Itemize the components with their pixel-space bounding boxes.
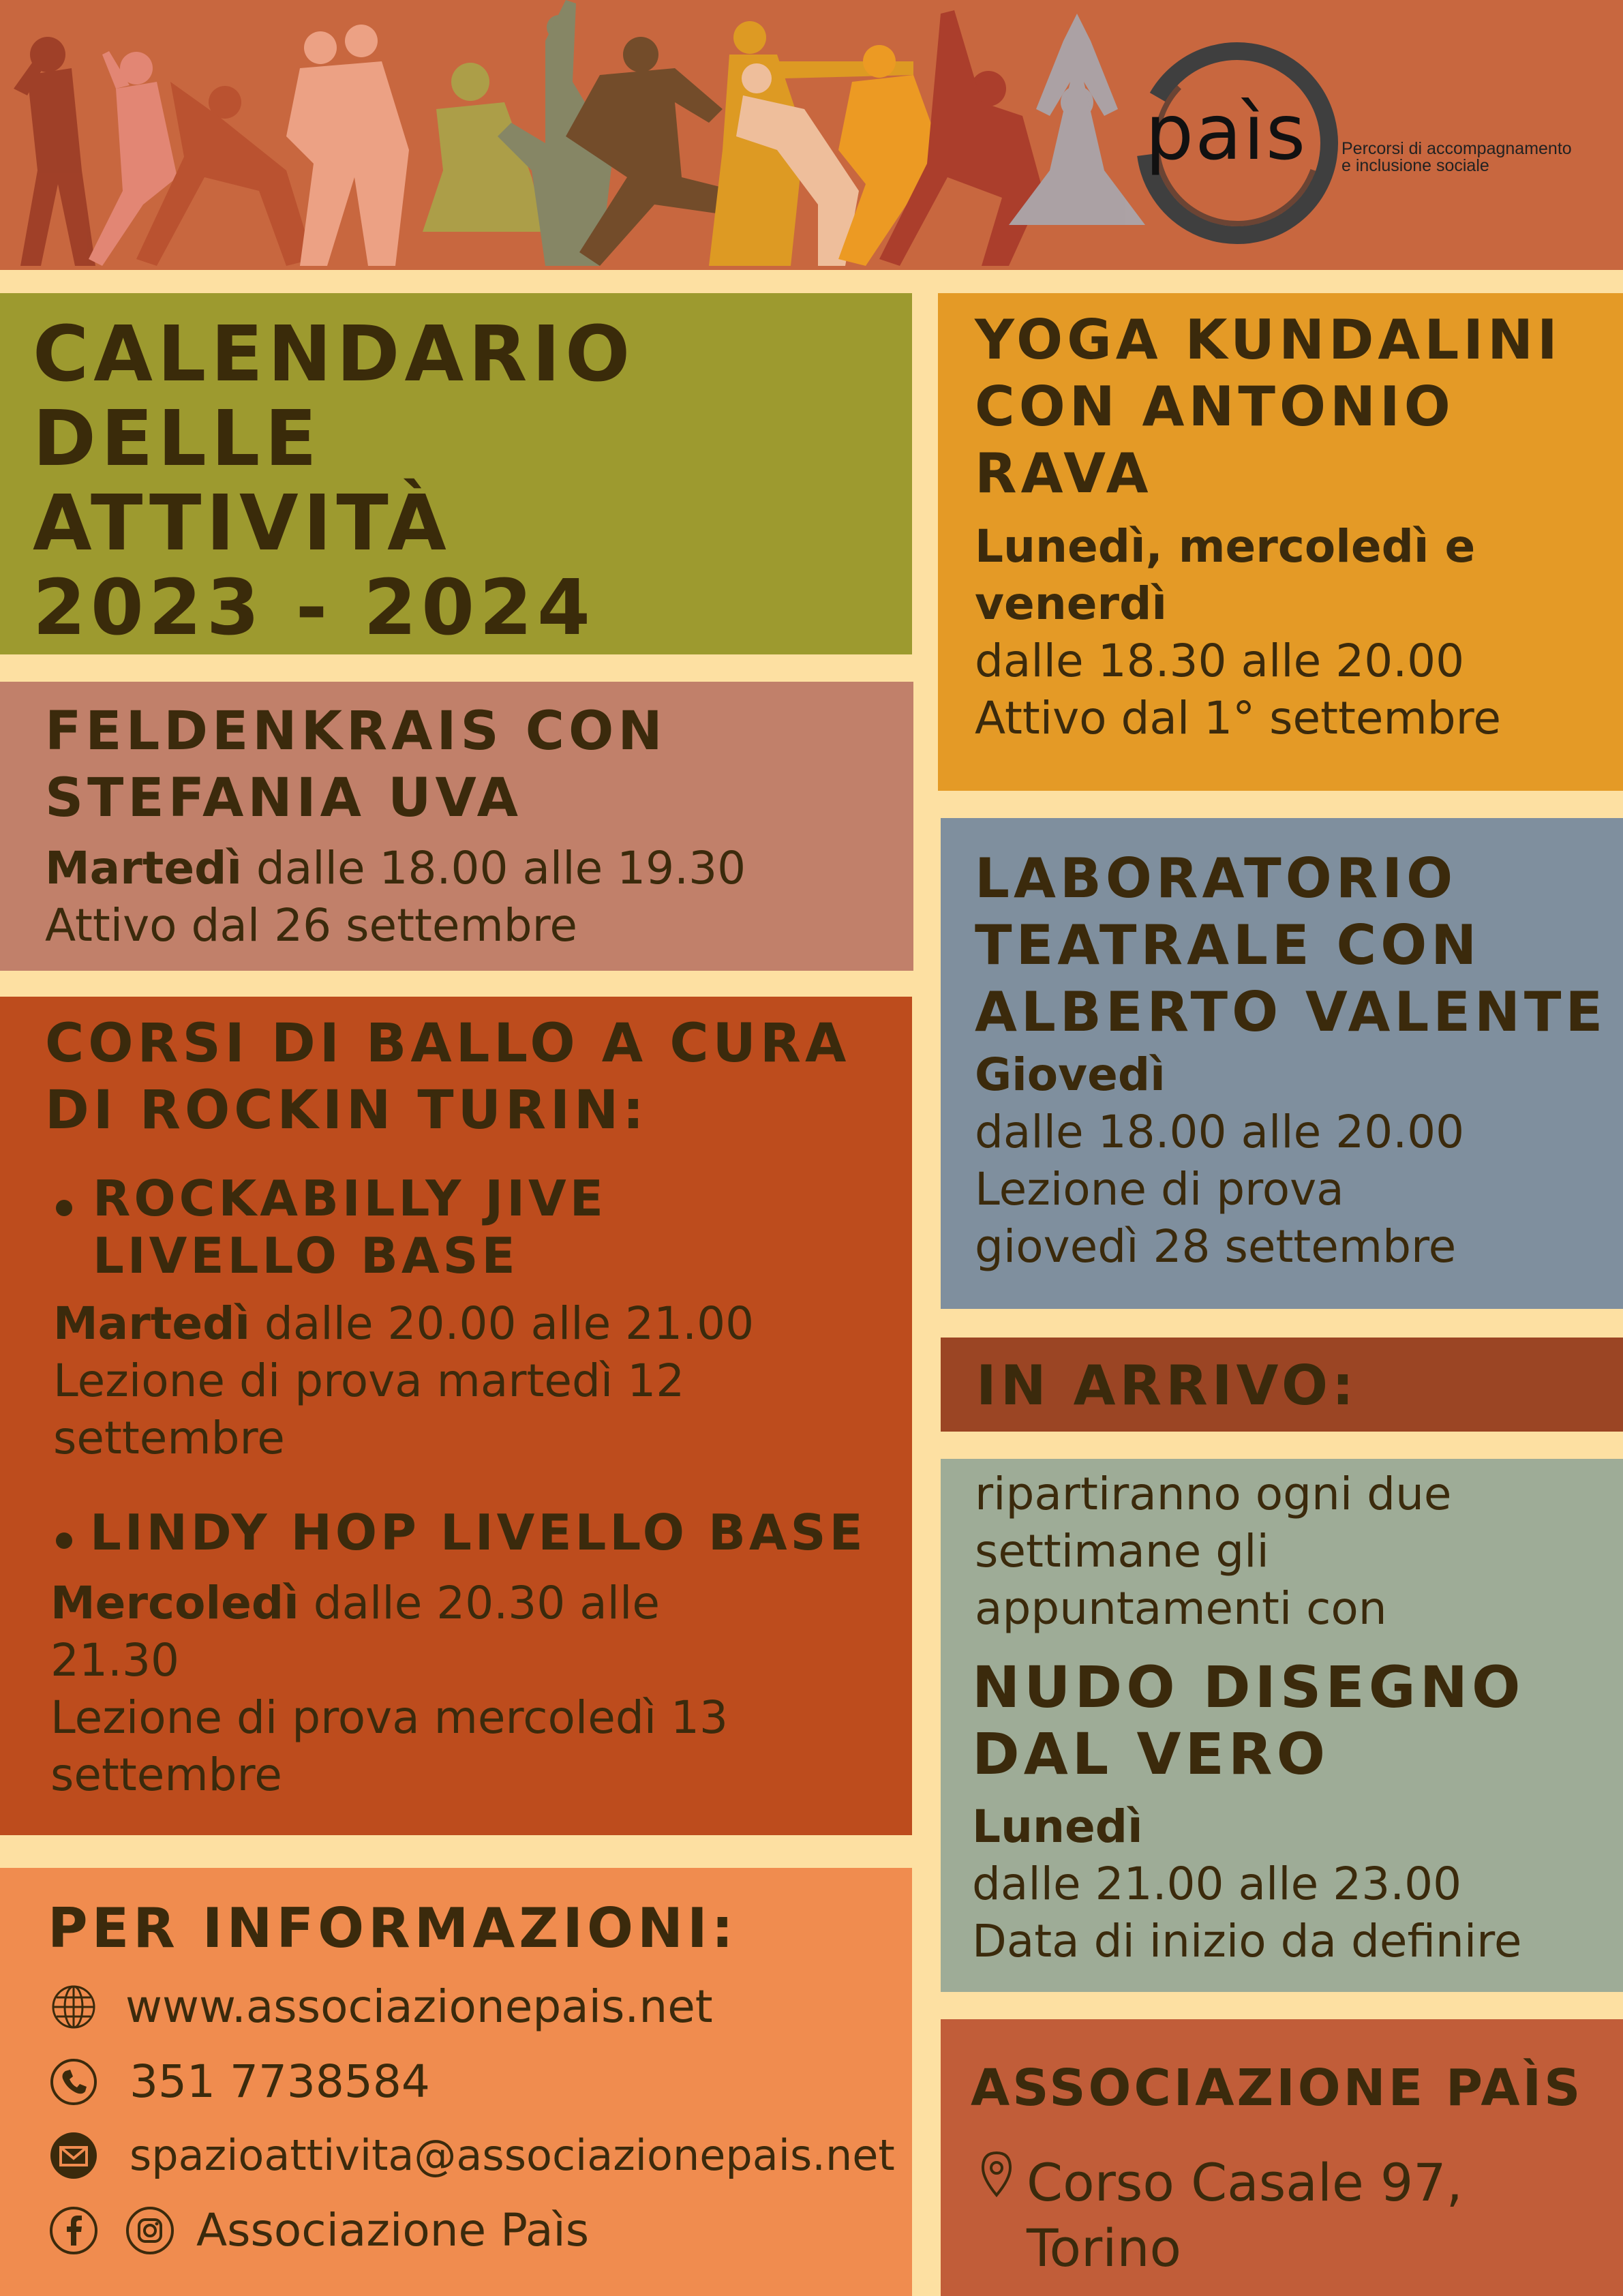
card-title-line: YOGA KUNDALINI [975,308,1562,372]
trial-line: Lezione di prova martedì 12 [53,1355,685,1407]
card-title-line: CORSI DI BALLO A CURA [45,1013,851,1074]
schedule-day: Martedì [45,842,242,894]
page-title-line: 2023 - 2024 [33,564,595,652]
schedule-line [53,1295,754,1353]
schedule-day: venerdì [975,577,1167,630]
feldenkrais-schedule [45,840,746,954]
course-name-line: ROCKABILLY JIVE [93,1170,607,1227]
page-title-line: CALENDARIO [33,310,635,399]
globe-icon [48,1981,100,2033]
dance-courses-card [0,997,912,1835]
schedule-line [45,840,746,897]
schedule-time: dalle 20.30 alle [299,1577,660,1629]
schedule-day: Giovedì [975,1048,1166,1101]
coming-soon-header [941,1338,1623,1432]
logo-tagline-line: e inclusione sociale [1341,156,1489,175]
coming-soon-intro [975,1466,1452,1637]
card-title-line: LABORATORIO [975,847,1457,910]
schedule-day: Martedì [53,1297,250,1350]
dancer-silhouette [286,25,409,266]
bullet-dot [56,1200,72,1216]
schedule-time: dalle 18.00 alle 19.30 [241,842,746,894]
email-link[interactable]: spazioattivita@associazionepais.net [130,2130,895,2180]
website-row[interactable] [48,1978,713,2036]
facebook-icon[interactable] [48,2205,100,2256]
dancer-silhouette [838,45,941,266]
course-name-lindy-hop [90,1504,866,1561]
social-handle[interactable]: Associazione Paìs [196,2204,590,2256]
website-link[interactable]: www.associazionepais.net [125,1980,713,2033]
schedule-time: dalle 18.30 alle 20.00 [975,635,1465,687]
calendar-title-block [0,293,912,654]
course-name-rockabilly [93,1170,607,1284]
trial-line: giovedì 28 settembre [975,1220,1457,1273]
theatre-lab-title [975,845,1607,1046]
intro-line: ripartiranno ogni due [975,1468,1452,1520]
card-title-line: DI ROCKIN TURIN: [45,1080,648,1141]
phone-icon [48,2056,100,2108]
card-title-line: TEATRALE CON [975,913,1481,977]
address-line: Torino [1027,2218,1182,2278]
yoga-schedule [975,518,1501,747]
email-row[interactable] [48,2127,895,2184]
logo-wordmark: paìs [1145,89,1307,177]
theatre-lab-schedule [975,1046,1464,1275]
logo-tagline-line: Percorsi di accompagnamento [1341,139,1572,158]
dance-courses-title [45,1010,850,1144]
intro-line: appuntamenti con [975,1582,1387,1635]
trial-line: Lezione di prova mercoledì 13 [50,1691,729,1744]
start-date: Attivo dal 1° settembre [975,692,1501,744]
card-title-line: NUDO DISEGNO [972,1654,1525,1721]
schedule-time: dalle 18.00 alle 20.00 [975,1106,1465,1158]
association-address-card [941,2019,1623,2296]
life-drawing-schedule [972,1798,1521,1970]
course-schedule-rockabilly [53,1295,754,1467]
intro-line: settimane gli [975,1525,1269,1577]
start-date: Data di inizio da definire [972,1915,1522,1967]
page-title-line: ATTIVITÀ [33,479,451,568]
course-name-line: LINDY HOP LIVELLO BASE [90,1504,866,1561]
map-pin-icon [971,2147,1022,2199]
phone-number[interactable]: 351 7738584 [130,2055,430,2108]
address-line: Corso Casale 97, [1027,2152,1463,2213]
logo-tagline [1341,140,1572,175]
card-title-line: RAVA [975,442,1153,505]
schedule-time: dalle 20.00 alle 21.00 [249,1297,755,1350]
yoga-title [975,307,1562,507]
trial-line: settembre [50,1749,282,1801]
card-title-line: CON ANTONIO [975,375,1455,438]
schedule-line [50,1575,728,1632]
card-title-line: FELDENKRAIS CON [45,701,667,762]
schedule-time-cont: 21.30 [50,1634,179,1687]
schedule-day: Mercoledì [50,1577,299,1629]
life-drawing-title [972,1654,1524,1787]
start-date: Attivo dal 26 settembre [45,899,577,952]
contact-info-title: PER INFORMAZIONI: [48,1897,738,1960]
association-name: ASSOCIAZIONE PAÌS [971,2059,1583,2117]
mail-icon [48,2130,100,2181]
schedule-time: dalle 21.00 alle 23.00 [972,1858,1462,1910]
contact-info-card [0,1868,912,2296]
course-schedule-lindy-hop [50,1575,728,1804]
instagram-icon[interactable] [124,2205,176,2256]
page-title [33,312,635,650]
card-title-line: STEFANIA UVA [45,768,522,829]
dancer-silhouette [14,37,95,266]
card-title-line: ALBERTO VALENTE [975,980,1607,1044]
yoga-card [938,293,1623,791]
social-row[interactable] [48,2202,589,2259]
feldenkrais-title [45,698,667,832]
feldenkrais-card [0,682,913,971]
coming-soon-card [941,1459,1623,1992]
trial-line: settembre [53,1412,285,1464]
schedule-day: Lunedì, mercoledì e [975,520,1476,573]
schedule-day: Lunedì [972,1800,1143,1853]
page-title-line: DELLE [33,395,322,483]
trial-line: Lezione di prova [975,1163,1344,1215]
phone-row[interactable] [48,2053,430,2111]
dancers-silhouettes-illustration [0,0,1623,270]
course-name-line: LIVELLO BASE [93,1227,519,1284]
card-title-line: DAL VERO [972,1721,1329,1787]
theatre-lab-card [941,818,1623,1309]
header-banner [0,0,1623,270]
coming-soon-title: IN ARRIVO: [976,1354,1358,1417]
bullet-dot [56,1532,72,1549]
association-address [1027,2150,1463,2281]
